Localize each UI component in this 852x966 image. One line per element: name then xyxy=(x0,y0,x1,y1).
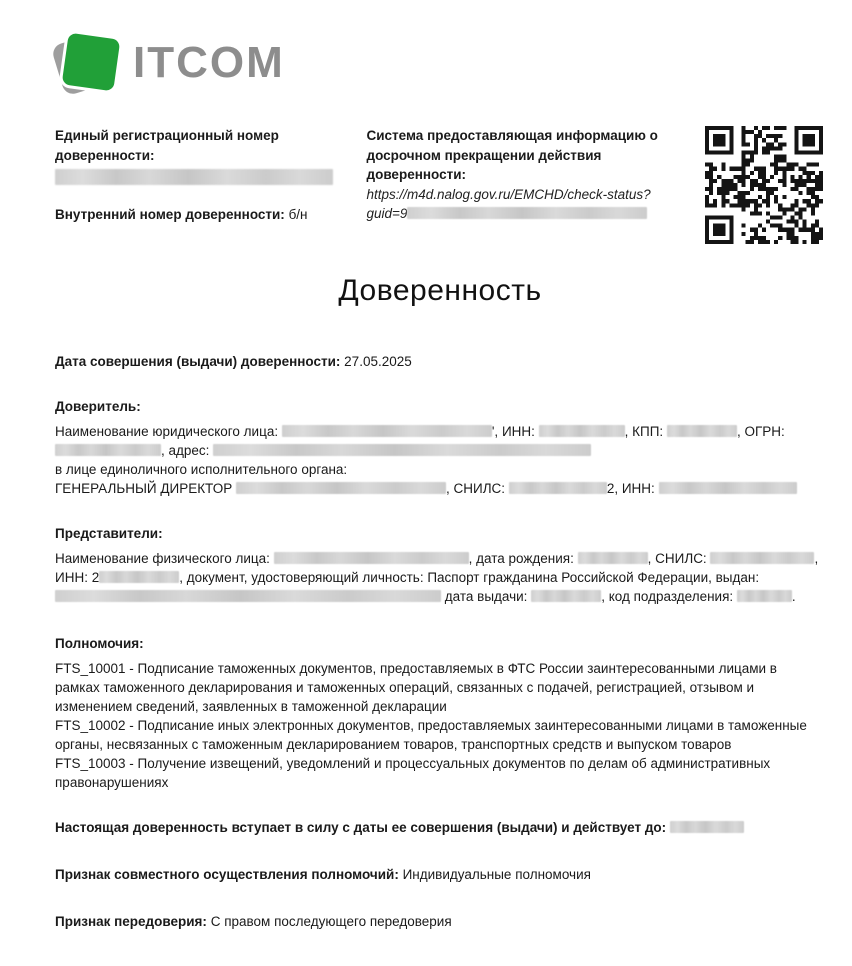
issue-date-value: 27.05.2025 xyxy=(344,354,412,369)
qr-code-wrap xyxy=(705,126,825,246)
validity-date-redacted xyxy=(670,821,744,833)
powers-heading: Полномочия: xyxy=(55,636,144,651)
principal-details xyxy=(55,422,825,498)
delegation-value: С правом последующего передоверия xyxy=(210,914,452,929)
check-status-url-line1: https://m4d.nalog.gov.ru/EMCHD/check-status? xyxy=(366,186,651,202)
internal-number-line xyxy=(55,207,360,222)
qr-code xyxy=(705,126,823,244)
identity-document-text: , документ, удостоверяющий личность: Паспорт гражданина Российской Федерации, выдан: xyxy=(179,570,760,585)
kpp-label: , КПП: xyxy=(624,424,664,439)
logo-text: ITCOM xyxy=(133,38,285,87)
power-item-fts10003: FTS_10003 - Получение извещений, уведомлений и процессуальных документов по делам об административных правонарушениях xyxy=(55,756,771,790)
issue-date-line xyxy=(55,352,825,371)
registration-number-block xyxy=(55,126,360,246)
representative-details xyxy=(55,549,825,606)
revocation-system-label: Система предоставляющая информацию о досрочном прекращении действия доверенности: xyxy=(366,128,658,183)
internal-number-label: Внутренний номер доверенности: xyxy=(55,207,285,223)
person-name-label: Наименование физического лица: xyxy=(55,551,270,566)
director-inn-redacted xyxy=(659,482,797,494)
person-snils-redacted xyxy=(710,552,814,564)
issue-label: дата выдачи: xyxy=(444,589,528,604)
delegation-label: Признак передоверия: xyxy=(55,914,207,929)
person-inn-label: ИНН: 2 xyxy=(55,570,100,585)
check-status-url-line2 xyxy=(367,204,699,224)
logo-green-square xyxy=(58,29,124,95)
powers-list xyxy=(55,659,825,792)
dept-code-redacted xyxy=(737,590,792,602)
url-guid-prefix: guid=9 xyxy=(366,206,408,222)
joint-powers-value: Индивидуальные полномочия xyxy=(402,867,591,882)
power-item-fts10002: FTS_10002 - Подписание иных электронных документов, предоставляемых заинтересованными лицами в таможенные органы, несвязанных с таможенным декларированием товаров, транспортных средств и выпуском товаров xyxy=(55,718,807,752)
itcom-logo-icon xyxy=(55,30,121,96)
entity-name-label: Наименование юридического лица: xyxy=(55,424,279,439)
representatives-heading: Представители: xyxy=(55,526,163,541)
address-redacted xyxy=(213,444,591,456)
address-label: , адрес: xyxy=(161,443,210,458)
birth-date-redacted xyxy=(578,552,648,564)
itcom-logo xyxy=(55,30,825,96)
url-guid-redacted xyxy=(407,207,647,219)
passport-issuer-redacted xyxy=(55,590,441,602)
power-item-fts10001: FTS_10001 - Подписание таможенных документов, предоставляемых в ФТС России заинтересованными лицами в рамках таможенного декларирования и таможенных операций, связанных с подачей, регистрацией, отзывом и изменением сведений, заявленных в таможенной декларации xyxy=(55,661,777,714)
para-period: . xyxy=(791,589,796,604)
director-snils-label: , СНИЛС: xyxy=(445,481,506,496)
validity-label: Настоящая доверенность вступает в силу с даты ее совершения (выдачи) и действует до: xyxy=(55,820,667,835)
registration-number-redacted xyxy=(55,169,333,185)
joint-powers-label: Признак совместного осуществления полномочий: xyxy=(55,867,399,882)
kpp-redacted xyxy=(667,425,737,437)
sole-executive-line: в лице единоличного исполнительного органа: xyxy=(55,462,348,477)
person-inn-redacted xyxy=(99,571,179,583)
ogrn-redacted xyxy=(55,444,161,456)
validity-line xyxy=(55,818,825,837)
internal-number-value: б/н xyxy=(288,207,308,223)
issue-date-label: Дата совершения (выдачи) доверенности: xyxy=(55,354,341,369)
page-title: Доверенность xyxy=(338,274,542,307)
registration-number-label: Единый регистрационный номер доверенности: xyxy=(55,128,279,163)
line1-comma: , xyxy=(814,551,819,566)
principal-heading: Доверитель: xyxy=(55,399,141,414)
director-inn-label: 2, ИНН: xyxy=(606,481,655,496)
ogrn-label: , ОГРН: xyxy=(736,424,785,439)
director-name-redacted xyxy=(236,482,446,494)
header-info-row xyxy=(55,126,825,246)
dept-code-label: , код подразделения: xyxy=(601,589,734,604)
director-title: ГЕНЕРАЛЬНЫЙ ДИРЕКТОР xyxy=(55,481,233,496)
revocation-system-block xyxy=(367,126,699,246)
inn-label: ', ИНН: xyxy=(491,424,535,439)
delegation-line xyxy=(55,912,825,931)
person-name-redacted xyxy=(274,552,469,564)
joint-powers-line xyxy=(55,865,825,884)
entity-name-redacted xyxy=(282,425,492,437)
birth-date-label: , дата рождения: xyxy=(468,551,574,566)
director-snils-redacted xyxy=(509,482,607,494)
passport-date-redacted xyxy=(531,590,601,602)
inn-redacted xyxy=(539,425,625,437)
person-snils-label: , СНИЛС: xyxy=(647,551,707,566)
